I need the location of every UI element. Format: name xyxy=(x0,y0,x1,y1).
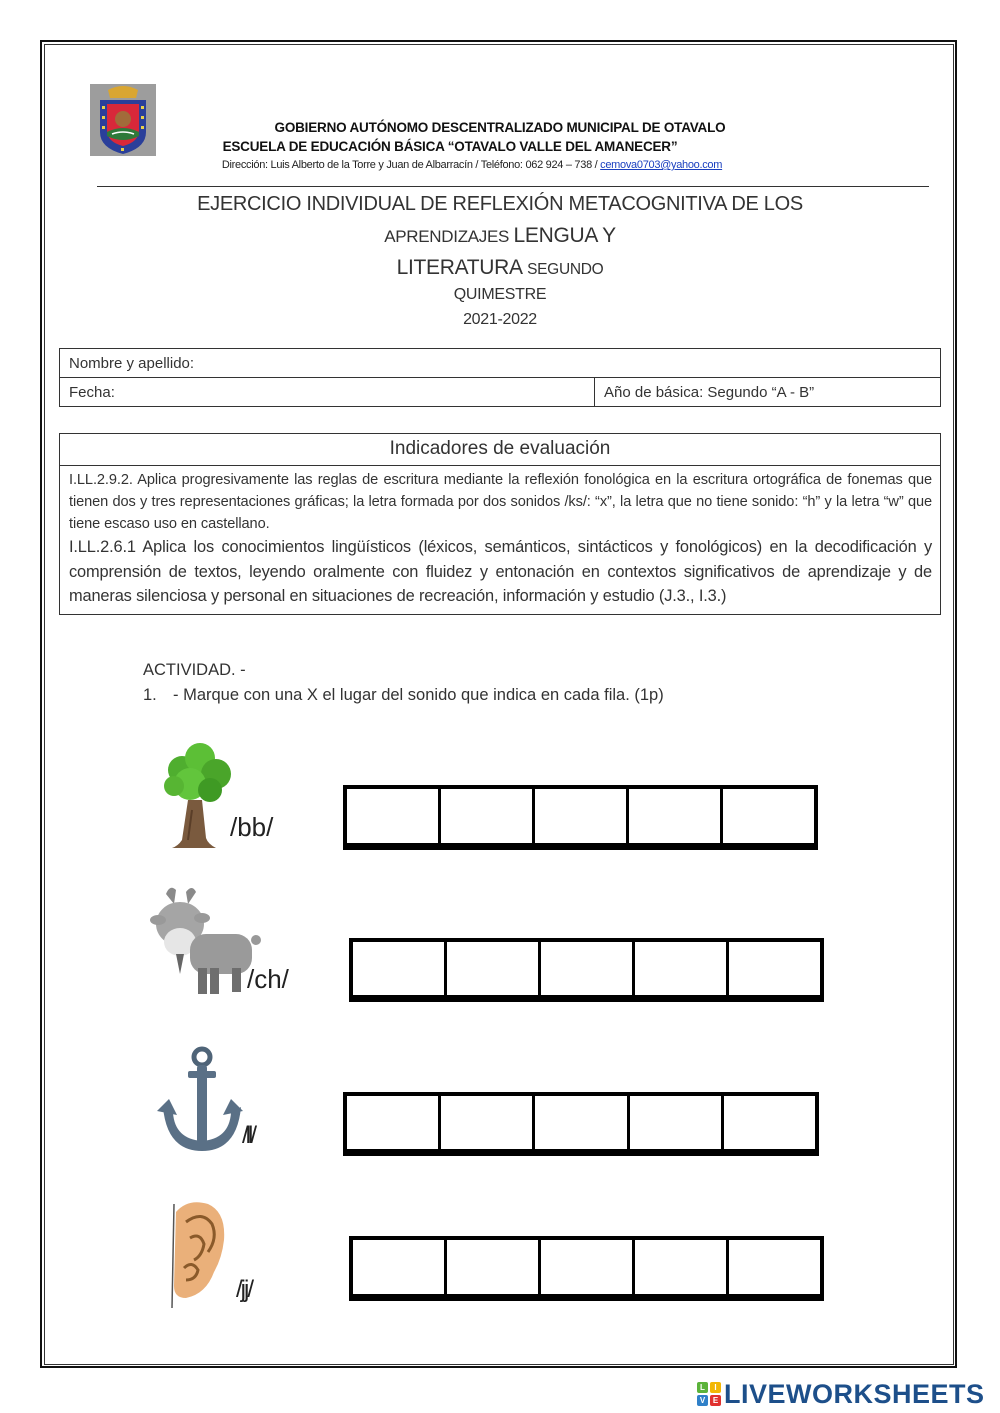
liveworksheets-logo[interactable] xyxy=(697,1379,985,1409)
answer-boxes-row-1 xyxy=(343,785,818,850)
question-1 xyxy=(143,686,664,705)
name-field[interactable] xyxy=(60,349,941,378)
school-year: 2021-2022 xyxy=(463,311,537,328)
title-line-4: QUIMESTRE xyxy=(453,286,547,303)
answer-box[interactable] xyxy=(447,1240,541,1294)
sound-label-ch: /ch/ xyxy=(247,964,289,994)
answer-box[interactable] xyxy=(353,942,447,995)
answer-box[interactable] xyxy=(541,1240,635,1294)
date-label: Fecha: xyxy=(69,383,115,401)
answer-box[interactable] xyxy=(347,1096,441,1149)
email-link[interactable]: cemova0703@yahoo.com xyxy=(600,159,723,171)
title-line-2 xyxy=(0,224,1000,248)
answer-box[interactable] xyxy=(630,1096,724,1149)
indicator-1: I.LL.2.9.2. Aplica progresivamente las reglas de escritura mediante la reflexión fonológica en la escritura ortográfica de fonemas que tienen dos y tres representaciones gráficas; la letra formada por dos sonidos /ks/: “x”, la letra que no tiene sonido: “h” y la letra “w” que tiene escaso uso en castellano. xyxy=(69,472,932,532)
sound-label-bb: /bb/ xyxy=(230,812,274,842)
answer-box[interactable] xyxy=(541,942,635,995)
grade-field xyxy=(595,378,941,407)
goat-icon xyxy=(146,884,262,1000)
title-line-3a: LITERATURA xyxy=(396,256,528,279)
live-squares-icon xyxy=(697,1382,721,1406)
address-text: Dirección: Luis Alberto de la Torre y Juan de Albarracín / Teléfono: 062 924 – 738 / xyxy=(221,159,601,171)
answer-box[interactable] xyxy=(347,789,441,843)
title-line-1: EJERCICIO INDIVIDUAL DE REFLEXIÓN METACOGNITIVA DE LOS xyxy=(197,193,803,215)
government-name: GOBIERNO AUTÓNOMO DESCENTRALIZADO MUNICIPAL DE OTAVALO xyxy=(274,120,726,135)
tree-icon xyxy=(158,740,238,850)
answer-box[interactable] xyxy=(441,1096,535,1149)
answer-box[interactable] xyxy=(729,942,820,995)
indicators-heading: Indicadores de evaluación xyxy=(60,434,940,466)
evaluation-indicators-box xyxy=(59,433,941,615)
answer-box[interactable] xyxy=(635,1240,729,1294)
logo-square-v: V xyxy=(697,1395,708,1406)
title-line-3 xyxy=(0,256,1000,280)
indicator-2: I.LL.2.6.1 Aplica los conocimientos lingüísticos (léxicos, semánticos, sintácticos y fonológicos) en la decodificación y comprensión de textos, leyendo oralmente con fluidez y entonación en contextos significativos de aprendizaje y de maneras silenciosa y personal en situaciones de recreación, información y estudio (J.3., I.3.) xyxy=(69,538,932,605)
activity-label: ACTIVIDAD. - xyxy=(143,661,246,679)
logo-square-e: E xyxy=(710,1395,721,1406)
answer-box[interactable] xyxy=(724,1096,815,1149)
answer-box[interactable] xyxy=(535,789,629,843)
title-line-3b: SEGUNDO xyxy=(527,261,604,278)
header-divider xyxy=(97,186,929,187)
answer-box[interactable] xyxy=(629,789,723,843)
question-text: - Marque con una X el lugar del sonido que indica en cada fila. (1p) xyxy=(173,686,664,704)
title-line-2b: LENGUA Y xyxy=(513,224,616,247)
date-field[interactable] xyxy=(60,378,595,407)
ear-icon xyxy=(168,1198,228,1310)
answer-boxes-row-3 xyxy=(343,1092,819,1156)
sound-label-jj: /jj/ xyxy=(236,1276,252,1303)
title-line-2a: APRENDIZAJES xyxy=(384,227,514,246)
answer-boxes-row-4 xyxy=(349,1236,824,1301)
school-address xyxy=(0,159,972,171)
grade-label: Año de básica: Segundo “A - B” xyxy=(604,383,815,401)
logo-square-i: I xyxy=(710,1382,721,1393)
answer-boxes-row-2 xyxy=(349,938,824,1002)
answer-box[interactable] xyxy=(447,942,541,995)
school-name: ESCUELA DE EDUCACIÓN BÁSICA “OTAVALO VALLE DEL AMANECER” xyxy=(222,139,678,154)
answer-box[interactable] xyxy=(441,789,535,843)
answer-box[interactable] xyxy=(723,789,814,843)
answer-box[interactable] xyxy=(353,1240,447,1294)
answer-box[interactable] xyxy=(535,1096,629,1149)
anchor-icon xyxy=(157,1045,243,1155)
name-label: Nombre y apellido: xyxy=(69,354,195,372)
sound-label-ll: /ll/ xyxy=(242,1122,254,1149)
logo-square-l: L xyxy=(697,1382,708,1393)
student-info-table xyxy=(59,348,941,407)
answer-box[interactable] xyxy=(635,942,729,995)
answer-box[interactable] xyxy=(729,1240,820,1294)
brand-name: LIVEWORKSHEETS xyxy=(724,1378,985,1409)
question-number: 1. xyxy=(143,686,157,704)
